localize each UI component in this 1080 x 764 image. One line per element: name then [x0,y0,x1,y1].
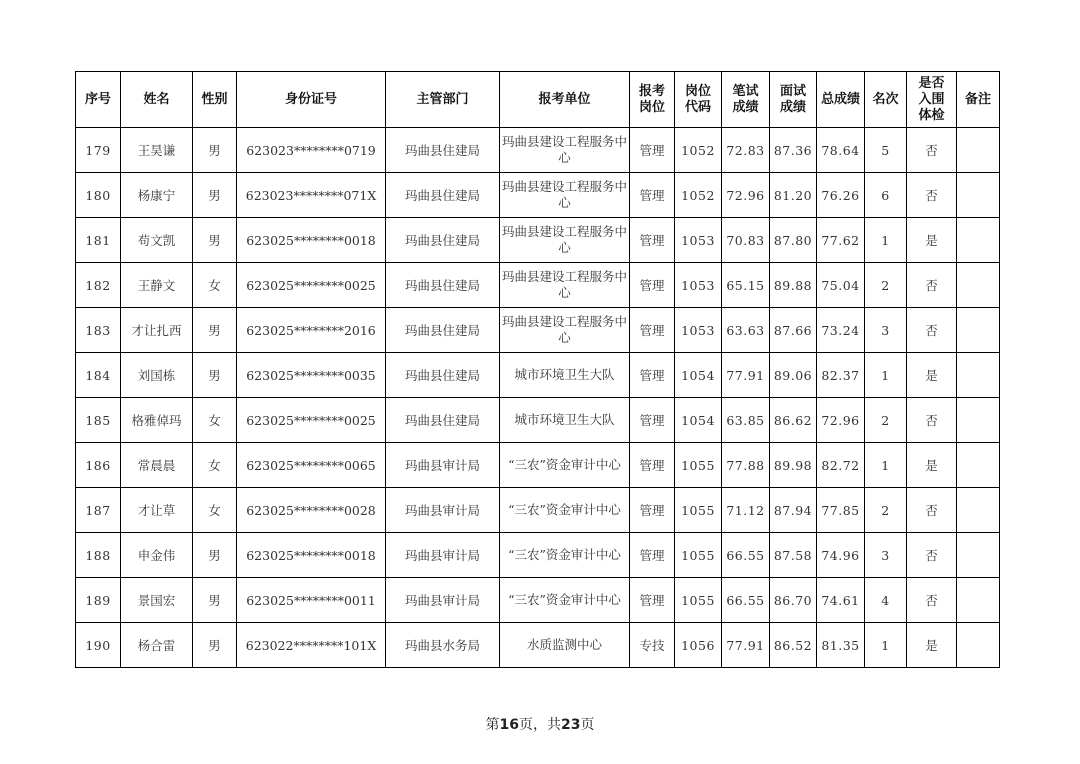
cell-written: 63.63 [722,308,770,353]
header-interview: 面试成绩 [770,72,817,128]
cell-name: 王静文 [121,263,193,308]
cell-interview: 86.70 [770,578,817,623]
cell-department: 玛曲县审计局 [386,533,500,578]
cell-remark [957,488,1000,533]
cell-rank: 2 [865,398,907,443]
cell-seq: 186 [76,443,121,488]
table-row [76,218,1000,263]
cell-written: 63.85 [722,398,770,443]
cell-post-code: 1053 [675,218,722,263]
cell-rank: 4 [865,578,907,623]
cell-seq: 187 [76,488,121,533]
cell-seq: 182 [76,263,121,308]
cell-gender: 女 [193,263,237,308]
cell-unit: “三农”资金审计中心 [500,533,630,578]
cell-name: 杨合雷 [121,623,193,668]
cell-total: 78.64 [817,128,865,173]
cell-seq: 183 [76,308,121,353]
cell-department: 玛曲县住建局 [386,398,500,443]
cell-unit: 玛曲县建设工程服务中心 [500,128,630,173]
cell-rank: 2 [865,488,907,533]
header-post-code: 岗位代码 [675,72,722,128]
cell-name: 才让草 [121,488,193,533]
cell-post-code: 1055 [675,578,722,623]
cell-remark [957,263,1000,308]
cell-written: 66.55 [722,578,770,623]
footer-suffix: 页 [580,717,595,733]
footer-prefix: 第 [485,717,500,733]
cell-name: 苟文凯 [121,218,193,263]
cell-name: 申金伟 [121,533,193,578]
cell-post-code: 1055 [675,533,722,578]
cell-shortlisted: 否 [907,533,957,578]
cell-interview: 86.62 [770,398,817,443]
cell-unit: 玛曲县建设工程服务中心 [500,218,630,263]
cell-post-code: 1053 [675,263,722,308]
header-id-number: 身份证号 [237,72,386,128]
cell-gender: 男 [193,218,237,263]
table-body [76,128,1000,668]
cell-name: 杨康宁 [121,173,193,218]
cell-post: 管理 [630,488,675,533]
cell-name: 才让扎西 [121,308,193,353]
cell-department: 玛曲县住建局 [386,263,500,308]
cell-rank: 1 [865,623,907,668]
table-row [76,128,1000,173]
cell-gender: 女 [193,398,237,443]
cell-post: 管理 [630,308,675,353]
cell-rank: 3 [865,308,907,353]
cell-post: 管理 [630,353,675,398]
cell-written: 72.96 [722,173,770,218]
cell-department: 玛曲县住建局 [386,128,500,173]
cell-unit: 玛曲县建设工程服务中心 [500,173,630,218]
cell-total: 74.61 [817,578,865,623]
cell-id-number: 623025********0028 [237,488,386,533]
cell-remark [957,173,1000,218]
cell-unit: 玛曲县建设工程服务中心 [500,263,630,308]
cell-post-code: 1052 [675,173,722,218]
cell-name: 常晨晨 [121,443,193,488]
cell-post: 管理 [630,173,675,218]
cell-post-code: 1053 [675,308,722,353]
cell-rank: 3 [865,533,907,578]
cell-unit: 水质监测中心 [500,623,630,668]
cell-gender: 女 [193,488,237,533]
header-post: 报考岗位 [630,72,675,128]
cell-interview: 86.52 [770,623,817,668]
cell-seq: 188 [76,533,121,578]
cell-total: 82.37 [817,353,865,398]
cell-total: 82.72 [817,443,865,488]
cell-written: 77.91 [722,353,770,398]
cell-post-code: 1052 [675,128,722,173]
cell-seq: 180 [76,173,121,218]
cell-gender: 男 [193,623,237,668]
cell-shortlisted: 是 [907,623,957,668]
cell-department: 玛曲县住建局 [386,218,500,263]
header-remark: 备注 [957,72,1000,128]
cell-department: 玛曲县住建局 [386,353,500,398]
cell-id-number: 623025********0018 [237,533,386,578]
cell-post: 管理 [630,218,675,263]
cell-remark [957,128,1000,173]
cell-seq: 189 [76,578,121,623]
cell-gender: 男 [193,533,237,578]
cell-rank: 1 [865,218,907,263]
cell-post: 专技 [630,623,675,668]
header-gender: 性别 [193,72,237,128]
cell-shortlisted: 否 [907,578,957,623]
cell-written: 70.83 [722,218,770,263]
cell-written: 65.15 [722,263,770,308]
cell-shortlisted: 是 [907,443,957,488]
total-pages-number: 23 [561,717,581,733]
cell-id-number: 623025********0025 [237,263,386,308]
cell-post: 管理 [630,263,675,308]
cell-name: 王昊谦 [121,128,193,173]
cell-gender: 男 [193,578,237,623]
cell-gender: 男 [193,128,237,173]
cell-id-number: 623025********0025 [237,398,386,443]
cell-rank: 6 [865,173,907,218]
cell-id-number: 623025********2016 [237,308,386,353]
cell-post: 管理 [630,398,675,443]
cell-unit: “三农”资金审计中心 [500,578,630,623]
current-page-number: 16 [499,717,519,733]
cell-department: 玛曲县住建局 [386,173,500,218]
cell-shortlisted: 是 [907,353,957,398]
cell-written: 77.88 [722,443,770,488]
cell-remark [957,398,1000,443]
cell-post: 管理 [630,578,675,623]
header-written: 笔试成绩 [722,72,770,128]
table-row [76,533,1000,578]
cell-unit: 城市环境卫生大队 [500,398,630,443]
cell-interview: 89.98 [770,443,817,488]
cell-rank: 1 [865,443,907,488]
cell-id-number: 623023********0719 [237,128,386,173]
cell-gender: 男 [193,353,237,398]
table-row [76,308,1000,353]
cell-department: 玛曲县水务局 [386,623,500,668]
cell-post: 管理 [630,443,675,488]
cell-post: 管理 [630,128,675,173]
header-shortlisted: 是否入围体检 [907,72,957,128]
cell-id-number: 623023********071X [237,173,386,218]
table-row [76,353,1000,398]
cell-shortlisted: 是 [907,218,957,263]
cell-remark [957,218,1000,263]
cell-interview: 87.36 [770,128,817,173]
cell-total: 76.26 [817,173,865,218]
cell-department: 玛曲县审计局 [386,443,500,488]
cell-interview: 87.58 [770,533,817,578]
header-seq: 序号 [76,72,121,128]
cell-post-code: 1055 [675,443,722,488]
header-department: 主管部门 [386,72,500,128]
header-name: 姓名 [121,72,193,128]
cell-remark [957,308,1000,353]
cell-name: 景国宏 [121,578,193,623]
cell-written: 77.91 [722,623,770,668]
cell-department: 玛曲县审计局 [386,578,500,623]
footer-middle: 页，共 [519,717,561,733]
cell-unit: 玛曲县建设工程服务中心 [500,308,630,353]
cell-gender: 男 [193,308,237,353]
table-row [76,578,1000,623]
cell-shortlisted: 否 [907,173,957,218]
cell-unit: “三农”资金审计中心 [500,443,630,488]
cell-post-code: 1055 [675,488,722,533]
cell-seq: 190 [76,623,121,668]
header-total: 总成绩 [817,72,865,128]
table-row [76,623,1000,668]
cell-written: 71.12 [722,488,770,533]
cell-total: 81.35 [817,623,865,668]
cell-gender: 男 [193,173,237,218]
cell-interview: 89.88 [770,263,817,308]
cell-rank: 1 [865,353,907,398]
cell-name: 刘国栋 [121,353,193,398]
table-row [76,263,1000,308]
cell-total: 77.62 [817,218,865,263]
cell-id-number: 623025********0065 [237,443,386,488]
cell-post-code: 1054 [675,398,722,443]
cell-total: 75.04 [817,263,865,308]
table-row [76,488,1000,533]
results-table [75,71,1000,668]
cell-shortlisted: 否 [907,263,957,308]
cell-post: 管理 [630,533,675,578]
cell-shortlisted: 否 [907,488,957,533]
cell-id-number: 623025********0018 [237,218,386,263]
cell-interview: 87.94 [770,488,817,533]
cell-post-code: 1054 [675,353,722,398]
cell-post-code: 1056 [675,623,722,668]
cell-total: 73.24 [817,308,865,353]
cell-shortlisted: 否 [907,308,957,353]
cell-interview: 81.20 [770,173,817,218]
cell-total: 74.96 [817,533,865,578]
cell-interview: 89.06 [770,353,817,398]
page-footer [0,714,1080,734]
cell-unit: 城市环境卫生大队 [500,353,630,398]
cell-written: 66.55 [722,533,770,578]
cell-interview: 87.80 [770,218,817,263]
cell-shortlisted: 否 [907,128,957,173]
cell-remark [957,353,1000,398]
cell-interview: 87.66 [770,308,817,353]
cell-gender: 女 [193,443,237,488]
cell-rank: 2 [865,263,907,308]
cell-department: 玛曲县住建局 [386,308,500,353]
cell-name: 格雅倬玛 [121,398,193,443]
cell-rank: 5 [865,128,907,173]
header-row [76,72,1000,128]
cell-department: 玛曲县审计局 [386,488,500,533]
cell-remark [957,443,1000,488]
cell-remark [957,623,1000,668]
cell-seq: 181 [76,218,121,263]
cell-shortlisted: 否 [907,398,957,443]
cell-total: 72.96 [817,398,865,443]
cell-seq: 185 [76,398,121,443]
cell-id-number: 623022********101X [237,623,386,668]
cell-seq: 184 [76,353,121,398]
cell-total: 77.85 [817,488,865,533]
header-unit: 报考单位 [500,72,630,128]
table-row [76,443,1000,488]
table-row [76,173,1000,218]
header-rank: 名次 [865,72,907,128]
table-row [76,398,1000,443]
cell-remark [957,533,1000,578]
cell-seq: 179 [76,128,121,173]
cell-id-number: 623025********0035 [237,353,386,398]
cell-id-number: 623025********0011 [237,578,386,623]
cell-remark [957,578,1000,623]
cell-written: 72.83 [722,128,770,173]
cell-unit: “三农”资金审计中心 [500,488,630,533]
